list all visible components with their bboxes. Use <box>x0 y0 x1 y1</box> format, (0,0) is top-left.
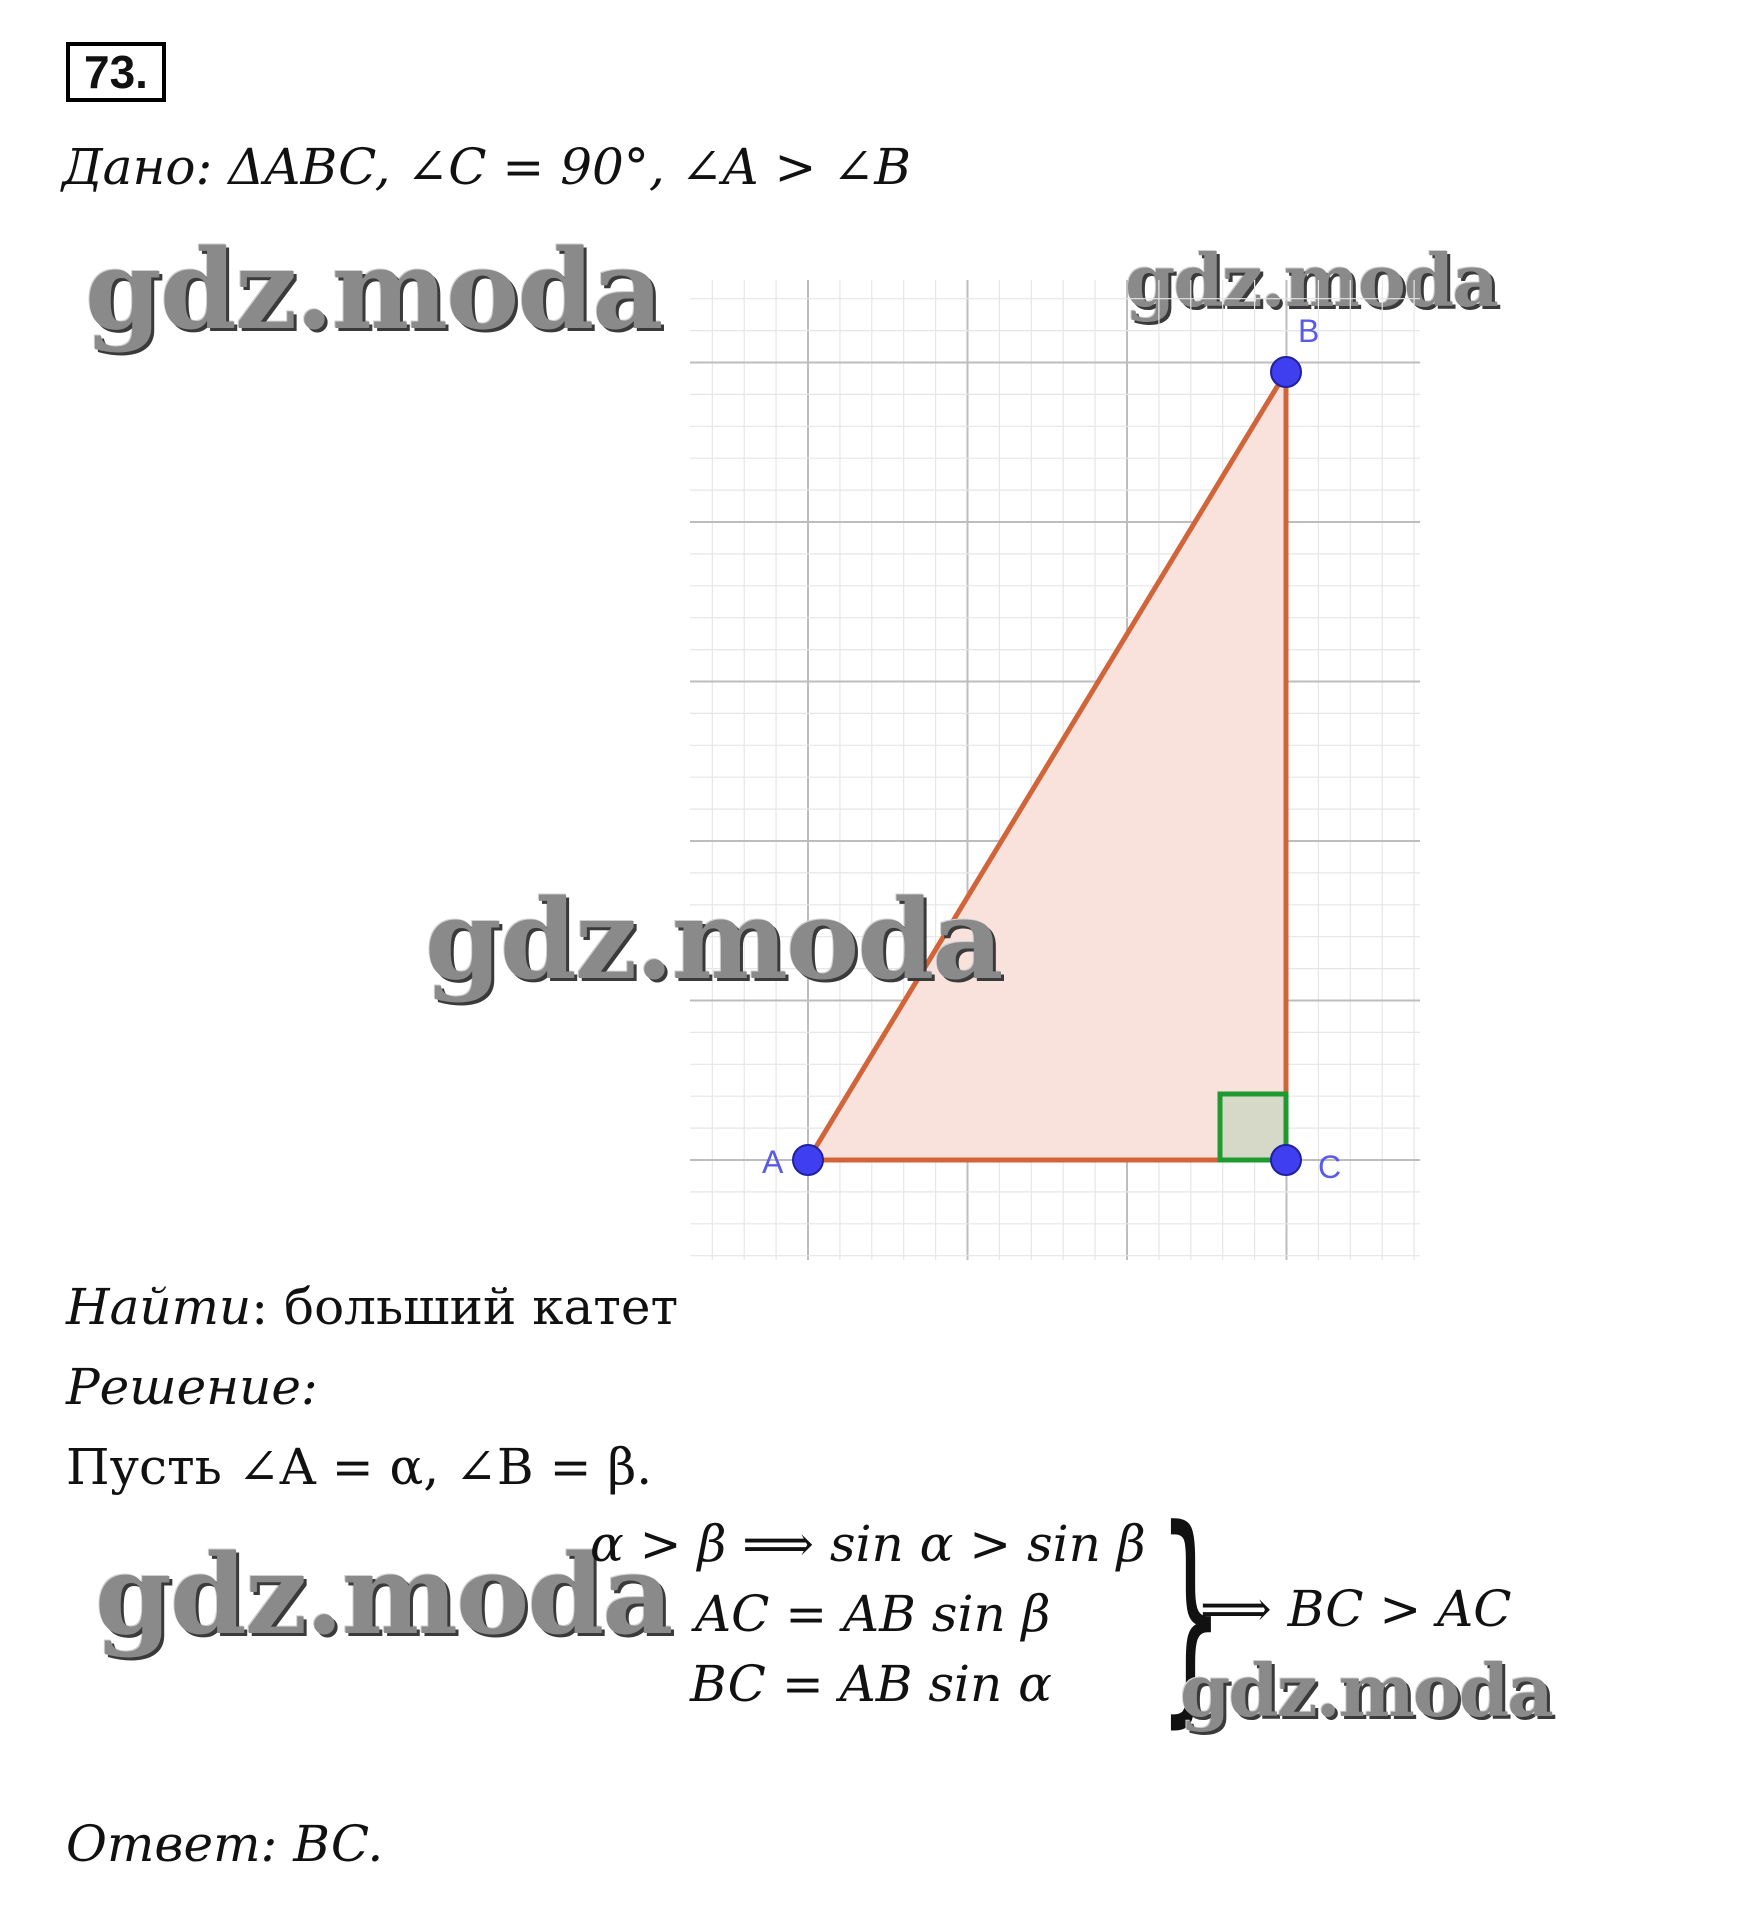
solution-line <box>66 1358 318 1416</box>
point-a <box>793 1145 823 1175</box>
solution-label: Решение <box>66 1358 301 1416</box>
find-line <box>66 1278 678 1336</box>
given-label: Дано <box>62 138 196 196</box>
label-b: B <box>1298 313 1320 349</box>
solution-colon: : <box>300 1358 318 1416</box>
given-text: : ΔABC, ∠C = 90°, ∠A > ∠B <box>195 138 911 196</box>
system-line-3: BC = AB sin α <box>690 1655 1052 1713</box>
triangle-diagram <box>690 280 1420 1260</box>
answer-label: Ответ <box>66 1815 261 1873</box>
system-conclusion: ⟹ BC > AC <box>1200 1580 1512 1638</box>
watermark: gdz.moda <box>1180 1648 1552 1733</box>
watermark: gdz.moda <box>95 1530 672 1659</box>
problem-number: 73. <box>66 42 166 102</box>
watermark: gdz.moda <box>85 225 662 354</box>
point-b <box>1271 357 1301 387</box>
label-a: A <box>762 1144 784 1180</box>
answer-text: : BC. <box>260 1815 384 1873</box>
let-line: Пусть ∠A = α, ∠B = β. <box>66 1438 653 1496</box>
watermark: gdz.moda <box>425 875 1002 1004</box>
point-c <box>1271 1145 1301 1175</box>
find-label: Найти <box>66 1278 252 1336</box>
label-c: C <box>1318 1149 1342 1185</box>
system-brace: } <box>1158 1481 1224 1748</box>
given-line <box>62 138 911 196</box>
system-line-1: α > β ⟹ sin α > sin β <box>590 1515 1146 1573</box>
watermark: gdz.moda <box>1125 238 1497 323</box>
answer-line <box>66 1815 383 1873</box>
system-line-2: AC = AB sin β <box>695 1585 1051 1643</box>
triangle-figure <box>690 280 1420 1264</box>
find-text: : больший катет <box>251 1278 679 1336</box>
